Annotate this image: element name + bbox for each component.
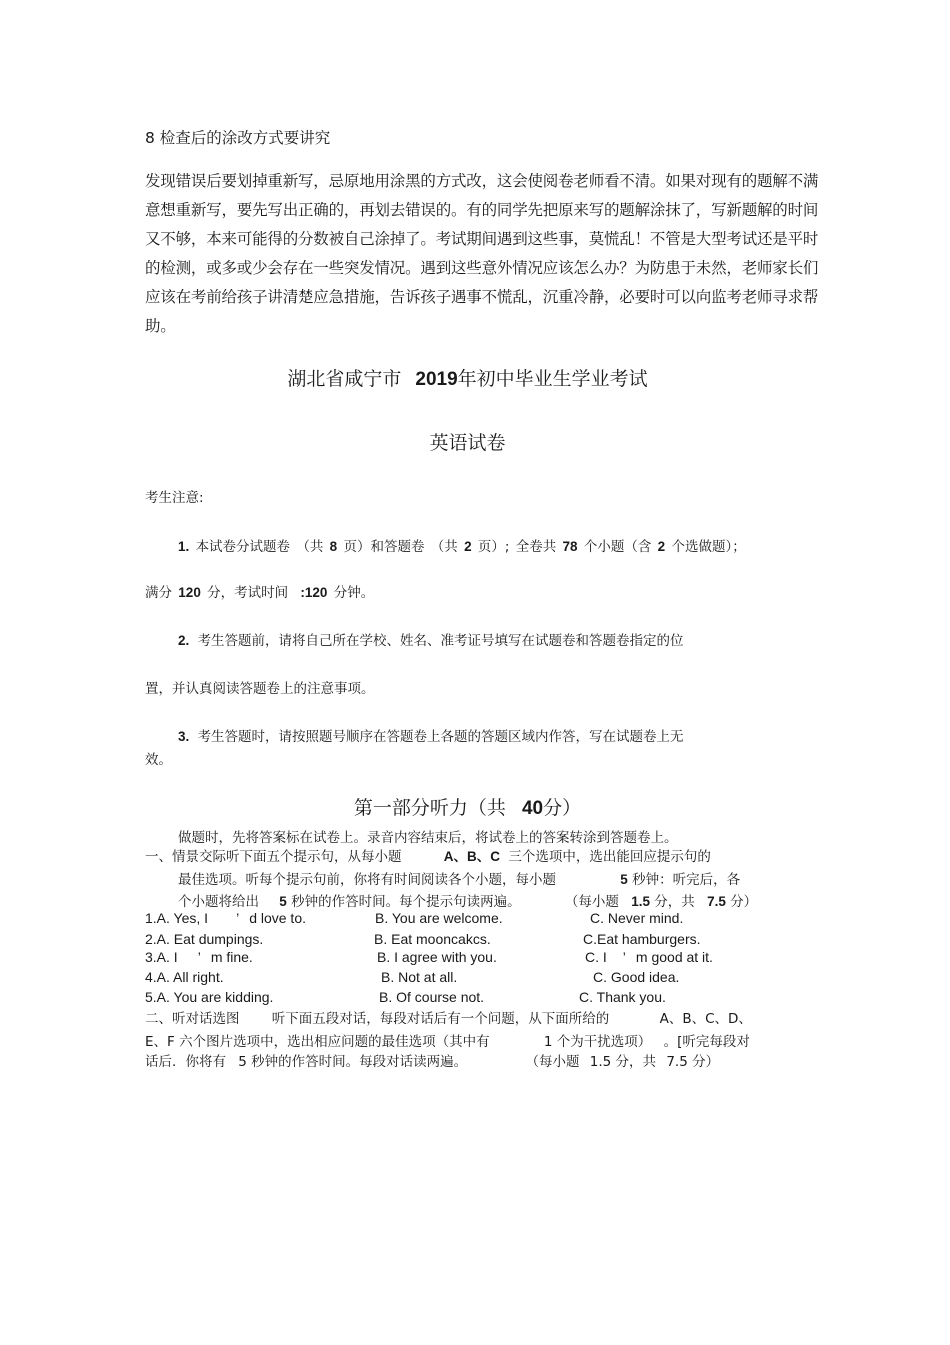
exam-title-prefix: 湖北省咸宁市 xyxy=(287,368,402,390)
notice-1-pages: 8 xyxy=(329,539,338,554)
part1-title-points: 40 xyxy=(521,798,544,819)
notice-item-2-line2: 置，并认真阅读答题卷上的注意事项。 xyxy=(145,681,375,697)
notice-1-number: 1. xyxy=(178,539,190,554)
intro-paragraph: 发现错误后要划掉重新写，忌原地用涂黑的方式改，这会使阅卷老师看不清。如果对现有的题解不满意想重新写，要先写出正确的，再划去错误的。有的同学先把原来写的题解涂抹了，写新题解的时间又不够，本来可能得的分数被自己涂掉了。考试期间遇到这些事，莫慌乱！不管是大型考试还是平时的检测，或多或少会存在一些突发情况。遇到这些意外情况应该怎么办？为防患于未然，老师家长们应该在考前给孩子讲清楚应急措施，告诉孩子遇事不慌乱，沉重冷静，必要时可以向监考老师寻求帮助。 xyxy=(145,172,819,335)
notice-1-full-score-label: 满分 xyxy=(145,585,172,601)
part1-instruction: 做题时，先将答案标在试卷上。录音内容结束后，将试卷上的答案转涂到答题卷上。 xyxy=(178,830,678,846)
exam-title xyxy=(0,364,935,391)
section1-line3-total: 7.5 xyxy=(707,894,726,909)
section2-line3 xyxy=(145,1050,719,1070)
section1-text-c: 三个选项中，选出能回应提示句的 xyxy=(508,849,711,865)
question-2-option-b: B. Eat mooncakcs. xyxy=(374,931,491,947)
q3-c-rest: m good at it. xyxy=(635,949,713,965)
notice-item-1 xyxy=(178,535,746,555)
notice-1-answer-pages: 2 xyxy=(464,539,472,554)
part1-title-c: 分） xyxy=(543,797,582,819)
question-3-option-a xyxy=(145,949,253,965)
q3-a-rest: m fine. xyxy=(210,949,253,965)
section2-text-a: 二、听对话选图 xyxy=(145,1011,240,1027)
notice-item-2 xyxy=(178,629,684,649)
question-1-option-c: C. Never mind. xyxy=(590,910,684,926)
section1-line3 xyxy=(178,890,757,910)
notice-1-optional-count: 2 xyxy=(657,539,666,554)
section1-heading xyxy=(145,845,711,865)
notice-label: 考生注意: xyxy=(145,490,204,506)
question-2-option-a: 2.A. Eat dumpings. xyxy=(145,931,264,947)
notice-1-text-a: 本试卷分试题卷 （共 xyxy=(195,539,324,555)
section1-line3-d: （每小题 xyxy=(564,894,619,910)
q1-a-apostrophe: ’ xyxy=(236,910,240,926)
exam-title-year: 2019 xyxy=(415,369,458,390)
section1-line2-c: 秒钟：听完后，各 xyxy=(632,872,741,888)
section2-line3-e: 7.5 分） xyxy=(666,1054,720,1070)
section1-line2-a: 最佳选项。听每个提示句前，你将有时间阅读各个小题，每小题 xyxy=(178,872,556,888)
q3-a-text: 3.A. I xyxy=(145,949,178,965)
question-1-option-b: B. You are welcome. xyxy=(375,910,503,926)
section1-options: A、B、C xyxy=(443,849,501,864)
exam-subtitle: 英语试卷 xyxy=(429,432,506,454)
notice-1-text-c: 页）和答题卷 （共 xyxy=(343,539,458,555)
section1-line3-a: 个小题将给出 xyxy=(178,894,259,910)
notice-item-3-line2: 效。 xyxy=(145,752,172,768)
section1-line3-seconds: 5 xyxy=(279,894,287,909)
section2-line2 xyxy=(145,1030,750,1050)
notice-2-number: 2. xyxy=(178,633,190,648)
notice-1-full-score: 120 xyxy=(178,585,201,600)
question-1-option-a xyxy=(145,910,306,926)
question-3-option-c xyxy=(585,949,713,965)
section2-line3-a: 话后．你将有 xyxy=(145,1054,226,1070)
notice-1-time-unit: 分钟。 xyxy=(333,585,375,601)
q3-c-text: C. I xyxy=(585,949,607,965)
section1-line3-f: 分，共 xyxy=(654,894,695,910)
question-4-option-a: 4.A. All right. xyxy=(145,969,224,985)
q3-c-apostrophe: ’ xyxy=(622,949,626,965)
q3-a-apostrophe: ’ xyxy=(197,949,201,965)
notice-1-text-e: 页）; 全卷共 xyxy=(477,539,557,555)
notice-item-1-line2 xyxy=(145,581,374,601)
notice-1-time-label: 分，考试时间 xyxy=(207,585,289,601)
q1-a-text: 1.A. Yes, I xyxy=(145,910,209,926)
section2-line3-d: 1.5 分，共 xyxy=(589,1054,657,1070)
section2-line3-c: （每小题 xyxy=(525,1054,580,1070)
section1-line3-c: 秒钟的作答时间。每个提示句读两遍。 xyxy=(291,894,521,910)
exam-title-suffix: 年初中毕业生学业考试 xyxy=(457,368,648,390)
section2-line2-b: 1 个为干扰选项） xyxy=(543,1034,652,1050)
question-3-option-b: B. I agree with you. xyxy=(377,949,497,965)
section2-line3-b: 5 秒钟的作答时间。每段对话读两遍。 xyxy=(238,1054,468,1070)
notice-2-text: 考生答题前，请将自己所在学校、姓名、准考证号填写在试题卷和答题卷指定的位 xyxy=(197,633,684,649)
intro-heading: 8 检查后的涂改方式要讲究 xyxy=(145,129,331,147)
notice-1-time: :120 xyxy=(300,585,328,600)
question-5-option-c: C. Thank you. xyxy=(579,989,666,1005)
notice-item-3 xyxy=(178,725,684,745)
section2-line2-c: 。[听完每段对 xyxy=(663,1034,750,1050)
section1-line3-h: 分） xyxy=(730,894,758,910)
section1-line3-each: 1.5 xyxy=(631,894,650,909)
part1-title xyxy=(0,793,935,820)
question-4-option-c: C. Good idea. xyxy=(593,969,680,985)
section2-options: A、B、C、D、 xyxy=(659,1011,752,1027)
question-5-option-b: B. Of course not. xyxy=(379,989,485,1005)
q1-a-rest: d love to. xyxy=(249,910,307,926)
section1-text-a: 一、情景交际听下面五个提示句，从每小题 xyxy=(145,849,402,865)
notice-3-number: 3. xyxy=(178,729,190,744)
part1-title-a: 第一部分听力（共 xyxy=(353,797,506,819)
section2-heading xyxy=(145,1007,752,1027)
notice-1-question-count: 78 xyxy=(562,539,578,554)
notice-3-text: 考生答题时，请按照题号顺序在答题卷上各题的答题区域内作答，写在试题卷上无 xyxy=(197,729,684,745)
notice-1-text-i: 个选做题）； xyxy=(671,539,746,555)
section1-line2-seconds: 5 xyxy=(620,872,628,887)
section2-text-b: 听下面五段对话，每段对话后有一个问题，从下面所给的 xyxy=(271,1011,610,1027)
question-2-option-c: C.Eat hamburgers. xyxy=(583,931,701,947)
notice-1-text-g: 个小题（含 xyxy=(583,539,652,555)
section1-line2 xyxy=(178,868,740,888)
question-5-option-a: 5.A. You are kidding. xyxy=(145,989,274,1005)
section2-line2-a: E、F 六个图片选项中，选出相应问题的最佳选项（其中有 xyxy=(145,1034,490,1050)
question-4-option-b: B. Not at all. xyxy=(381,969,458,985)
